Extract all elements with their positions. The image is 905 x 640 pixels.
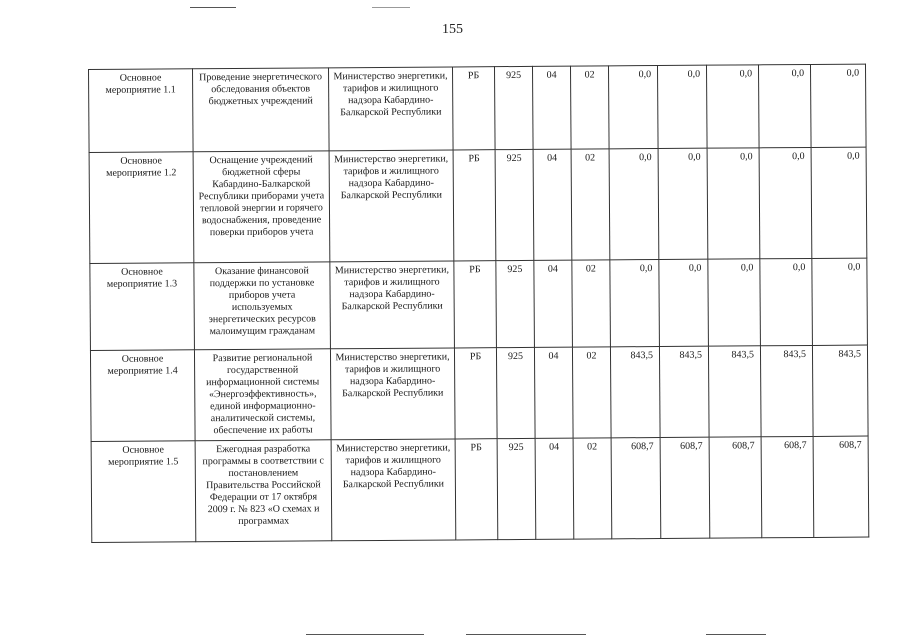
value-year-4: 0,0 <box>758 64 811 147</box>
table-row <box>89 64 867 152</box>
measure-executor: Министерство энергетики, тарифов и жилищного надзора Кабардино-Балкарской Республики <box>329 150 454 262</box>
grbs-code: 925 <box>494 66 533 149</box>
measure-executor: Министерство энергетики, тарифов и жилищного надзора Кабардино-Балкарской Республики <box>328 67 453 151</box>
value-year-5: 0,0 <box>811 147 867 258</box>
page-number: 155 <box>442 22 463 37</box>
value-year-4: 0,0 <box>760 258 813 345</box>
scan-artifact-bottom-right <box>706 634 766 635</box>
value-year-1: 0,0 <box>609 149 659 260</box>
table-row <box>89 147 867 263</box>
table-row <box>91 436 869 542</box>
value-year-3: 608,7 <box>709 437 762 538</box>
pr-code: 02 <box>572 260 611 347</box>
funding-source: РБ <box>455 439 498 540</box>
value-year-2: 0,0 <box>659 259 709 346</box>
value-year-1: 0,0 <box>610 260 660 347</box>
measure-executor: Министерство энергетики, тарифов и жилищного надзора Кабардино-Балкарской Республики <box>330 261 455 349</box>
funding-source: РБ <box>452 67 495 150</box>
measure-name: Основное мероприятие 1.1 <box>89 69 194 153</box>
measure-name: Основное мероприятие 1.5 <box>91 441 196 543</box>
value-year-4: 608,7 <box>761 436 814 537</box>
rz-code: 04 <box>533 149 572 260</box>
funding-source: РБ <box>453 150 496 261</box>
measure-executor: Министерство энергетики, тарифов и жилищного надзора Кабардино-Балкарской Республики <box>331 439 456 541</box>
value-year-3: 0,0 <box>708 259 761 346</box>
measure-description: Оказание финансовой поддержки по установке приборов учета используемых энергетических ресурсов малоимущим гражданам <box>194 262 331 350</box>
measure-name: Основное мероприятие 1.3 <box>90 263 195 351</box>
value-year-4: 0,0 <box>759 147 812 258</box>
rz-code: 04 <box>535 438 574 539</box>
pr-code: 02 <box>571 149 610 260</box>
value-year-4: 843,5 <box>760 345 813 436</box>
scan-artifact-bottom-mid <box>466 634 586 635</box>
scan-artifact-bottom-left <box>306 634 424 635</box>
rz-code: 04 <box>534 260 573 347</box>
grbs-code: 925 <box>495 149 534 260</box>
pr-code: 02 <box>570 66 609 149</box>
scan-artifact-top-left <box>190 7 236 8</box>
pr-code: 02 <box>573 438 612 539</box>
value-year-2: 0,0 <box>658 148 708 259</box>
value-year-1: 0,0 <box>608 66 658 149</box>
table-row <box>90 345 868 441</box>
value-year-3: 0,0 <box>706 65 759 148</box>
value-year-3: 843,5 <box>708 346 761 437</box>
measure-name: Основное мероприятие 1.2 <box>89 152 194 264</box>
funding-source: РБ <box>454 348 497 439</box>
grbs-code: 925 <box>496 347 535 438</box>
measure-description: Проведение энергетического обследования объектов бюджетных учреждений <box>193 68 330 152</box>
measure-description: Оснащение учреждений бюджетной сферы Кабардино-Балкарской Республики приборами учета тепловой энергии и горячего водоснабжения, проведение поверки приборов учета <box>193 151 330 263</box>
value-year-2: 608,7 <box>660 437 710 538</box>
value-year-5: 0,0 <box>812 258 868 345</box>
rz-code: 04 <box>534 347 573 438</box>
pr-code: 02 <box>572 347 611 438</box>
budget-table <box>88 64 869 543</box>
measure-name: Основное мероприятие 1.4 <box>90 350 195 442</box>
grbs-code: 925 <box>496 260 535 347</box>
scan-artifact-top-right <box>372 7 410 8</box>
rz-code: 04 <box>532 66 571 149</box>
value-year-5: 0,0 <box>810 64 866 147</box>
funding-source: РБ <box>454 261 497 348</box>
measure-description: Развитие региональной государственной информационной системы «Энергоэффективность», единой информационно-аналитической системы, обеспечение их работы <box>194 349 331 441</box>
value-year-3: 0,0 <box>707 148 760 259</box>
grbs-code: 925 <box>497 438 536 539</box>
measure-executor: Министерство энергетики, тарифов и жилищного надзора Кабардино-Балкарской Республики <box>330 348 455 440</box>
value-year-1: 843,5 <box>610 347 660 438</box>
measure-description: Ежегодная разработка программы в соответствии с постановлением Правительства Российской Федерации от 17 октября 2009 г. № 823 «О схемах и программах <box>195 440 332 542</box>
value-year-1: 608,7 <box>611 438 661 539</box>
value-year-2: 0,0 <box>657 65 707 148</box>
value-year-2: 843,5 <box>659 346 709 437</box>
value-year-5: 843,5 <box>812 345 868 436</box>
table-row <box>90 258 868 350</box>
value-year-5: 608,7 <box>813 436 869 537</box>
